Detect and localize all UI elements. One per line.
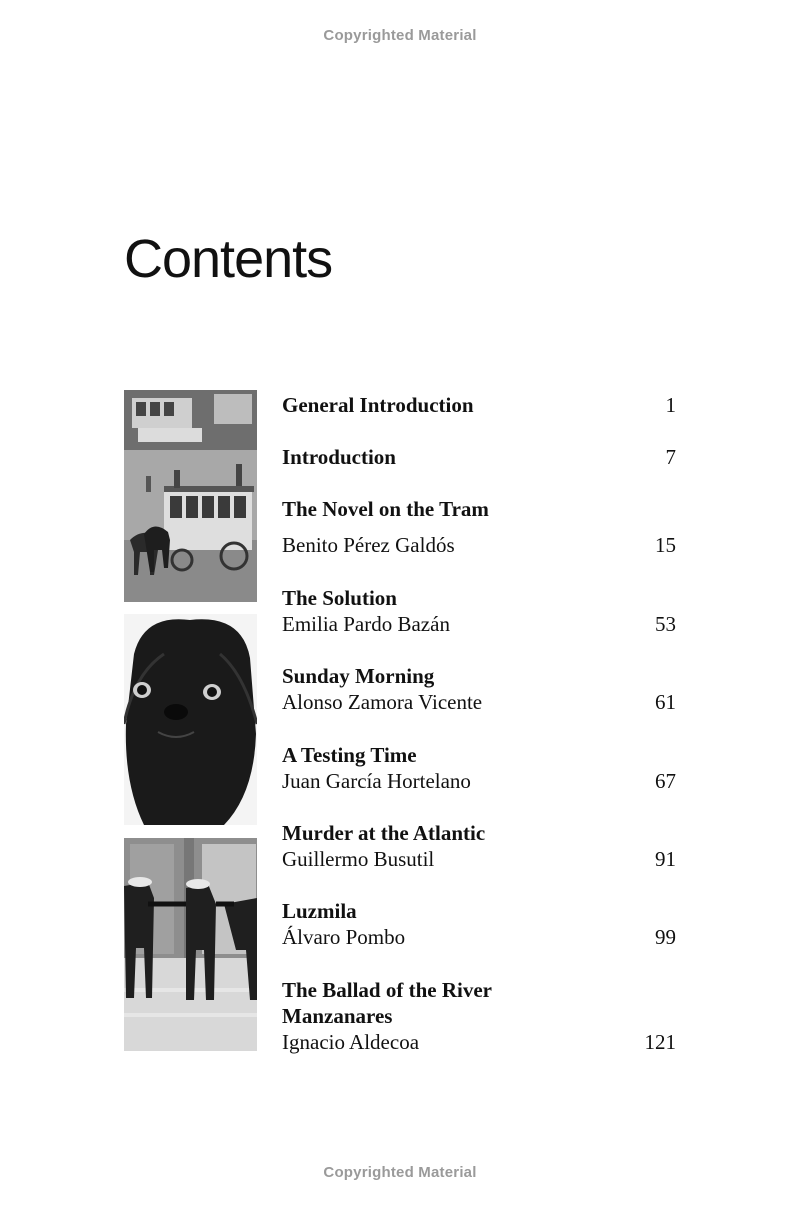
toc-entry-title: The Ballad of the River Manzanares	[282, 978, 492, 1028]
toc-entry-author: Ignacio Aldecoa	[282, 1030, 420, 1054]
toc-entry-the-solution	[282, 585, 676, 637]
toc-entry-sunday-morning	[282, 663, 676, 715]
toc-entry-title: Introduction	[282, 445, 396, 469]
dog-photo	[124, 614, 257, 825]
toc-entry-author: Juan García Hortelano	[282, 769, 471, 793]
toc-entry-introduction	[282, 444, 676, 470]
toc-entry-title: General Introduction	[282, 393, 474, 417]
toc-entry-murder-at-the-atlantic	[282, 820, 676, 872]
toc-entry-author: Alonso Zamora Vicente	[282, 690, 483, 714]
watermark-top: Copyrighted Material	[323, 27, 477, 44]
toc-entry-author: Benito Pérez Galdós	[282, 533, 455, 557]
toc-entry-a-testing-time	[282, 742, 676, 794]
toc-entry-title: Luzmila	[282, 899, 357, 923]
toc-entry-luzmila	[282, 898, 676, 950]
toc-entry-page: 53	[655, 612, 676, 636]
toc-entry-title: Sunday Morning	[282, 664, 435, 688]
toc-entry-general-introduction	[282, 392, 676, 418]
toc-entry-title: A Testing Time	[282, 743, 417, 767]
toc-entry-title: Murder at the Atlantic	[282, 821, 486, 845]
toc-entry-title: The Solution	[282, 586, 397, 610]
toc-entry-page: 61	[655, 690, 676, 714]
toc-entry-page: 15	[655, 533, 676, 557]
toc-entry-page: 91	[655, 847, 676, 871]
watermark-bottom: Copyrighted Material	[323, 1164, 477, 1181]
toc-entry-page: 99	[655, 925, 676, 949]
guards-photo	[124, 838, 257, 1051]
toc-entry-author: Guillermo Busutil	[282, 847, 435, 871]
toc-entry-page: 67	[655, 769, 676, 793]
toc-entry-page: 121	[644, 1030, 676, 1054]
toc-entry-the-ballad-of-the-river-manzanares	[282, 977, 676, 1055]
toc-entry-author: Álvaro Pombo	[282, 925, 406, 949]
toc-entry-page: 1	[665, 393, 676, 417]
toc-entry-page: 7	[665, 445, 676, 469]
toc-entry-title: The Novel on the Tram	[282, 497, 489, 521]
page-title: Contents	[124, 229, 333, 289]
horse-tram-photo	[124, 390, 257, 602]
toc-entry-the-novel-on-the-tram	[282, 496, 676, 558]
toc-entry-author: Emilia Pardo Bazán	[282, 612, 450, 636]
